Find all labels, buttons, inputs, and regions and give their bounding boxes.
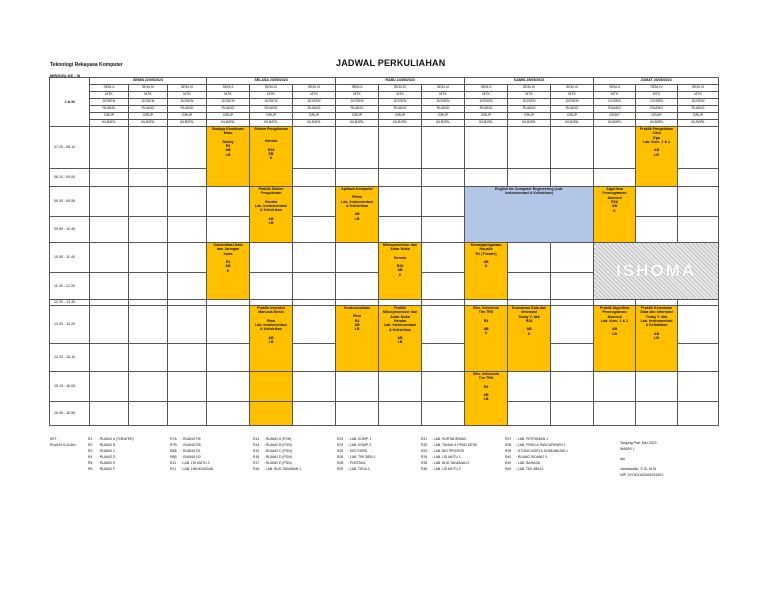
row-label-cell: RUANG (551, 106, 594, 113)
course-cell (379, 243, 422, 300)
row-label-cell: RUANG (129, 106, 168, 113)
row-label-cell: DOSEN (379, 99, 422, 106)
course-line: Hendra (264, 199, 278, 204)
course-line: English for Computer Engineering (Lab. (495, 187, 564, 191)
row-label-cell: II/LB/IRL (207, 120, 250, 127)
course-line: Praktik Sistem (258, 187, 284, 191)
course-line: Hendra (393, 255, 407, 260)
row-label-cell: II/LB/IRL (508, 120, 551, 127)
course-line: AB (268, 216, 274, 221)
course-cell (465, 372, 508, 426)
time-slot: 10.50 - 11.40 (50, 243, 90, 273)
course-cell (250, 306, 293, 372)
course-line: AB (225, 148, 231, 153)
course-line: AB (397, 335, 403, 340)
legend-col5: R31 : LAB. SURTADESAIN R32 : LAB. TANAH & PENG.DESK R33 : LAB. BIO PROSESI R34 : LAB. LSI MUTU 1 R35 : LAB. BUD.TANAMAN 2 R36 : LAB. LSI MUTU 2 (421, 437, 478, 472)
course-line: Nurjalis (479, 247, 493, 252)
signature-role: WADIR I, (620, 447, 635, 451)
course-line: Komunikasi Data (213, 243, 243, 247)
course-line: Tim TRK (478, 310, 494, 315)
row-label-cell: RUANG (465, 106, 508, 113)
course-line: AB (397, 268, 403, 273)
row-label-cell: MTK (594, 92, 636, 99)
course-line: Mikroprosessor dan (382, 310, 418, 315)
course-line: Praktik Algoritma (599, 306, 630, 310)
course-cell (250, 187, 293, 243)
legend-col6: R37 : LAB. PERTANIAN 1 R38 : LAB. PENG.& PASCAPANEN 1 R39 : STUDIO AGRI & KOMUNIKASI 1 R40 : RUANG SIDANG 3 R49 : LAB. BAHASA R45 : LAB. TEK.BEN.2 (505, 437, 568, 472)
course-line: AB (483, 259, 489, 264)
course-line: K (226, 268, 230, 273)
course-cell (636, 306, 678, 372)
row-label-dosen (50, 99, 719, 106)
time-slot: 16.05 - 16.55 (50, 402, 90, 426)
row-label-cell: II/LB/IRL (678, 120, 719, 127)
semester-header: SEM-VI (422, 85, 465, 92)
course-line: Mutu (223, 131, 233, 136)
row-label-cell: DOSEN (636, 99, 678, 106)
course-line: AB (526, 327, 532, 332)
ishoma-break: ISHOMA (594, 243, 719, 300)
course-line: R28 (525, 318, 533, 323)
row-label-cell: RUANG (594, 106, 636, 113)
course-line: R6 (225, 143, 231, 148)
row-label-cell: MTK (168, 92, 207, 99)
course-line: R4 (354, 318, 360, 323)
course-line: Bhs. Indonesia (473, 372, 499, 376)
semester-header: SEM-VI (293, 85, 336, 92)
row-label-cell: GRUP (207, 113, 250, 120)
course-line: dan Jaringan (216, 247, 240, 252)
signature-ttd: dto (620, 457, 625, 461)
row-label-cell: GRUP (636, 113, 678, 120)
semester-header: SEM-II (90, 85, 129, 92)
course-line: LB (225, 152, 231, 157)
course-cell (379, 306, 422, 372)
course-line: Pemrograman (602, 191, 627, 196)
row-label-cell: DOSEN (250, 99, 293, 106)
row-label-code (50, 120, 719, 127)
course-line: AB (483, 392, 489, 397)
course-line: K (484, 331, 488, 336)
schedule-table (49, 77, 719, 426)
course-cell (250, 127, 293, 187)
row-label-cell: II/LB/IRL (250, 120, 293, 127)
course-cell (465, 187, 594, 243)
semester-header: SEM-IV (250, 85, 293, 92)
course-cell (594, 187, 636, 243)
row-label-cell: DOSEN (90, 99, 129, 106)
course-line: Pemrograman (602, 310, 627, 315)
row-label-cell: MTK (336, 92, 379, 99)
row-label-cell: II/LB/IRL (293, 120, 336, 127)
time-slot: 13.30 - 14.20 (50, 306, 90, 344)
row-label-cell: RUANG (636, 106, 678, 113)
row-label-cell: MTK (422, 92, 465, 99)
course-line: Budaya Kemitraan (212, 127, 244, 131)
course-line: & Kelistrikan (260, 208, 283, 213)
row-label-cell: II/LB/IRL (465, 120, 508, 127)
course-line: Praktik Pengolahan (639, 127, 674, 131)
course-line: Hendra (393, 318, 407, 323)
row-label-cell: DOSEN (422, 99, 465, 106)
course-line: AB (611, 204, 618, 209)
course-line: LB (483, 397, 489, 402)
signature-place-date: Tanjung Pati, Mei 2023 (620, 441, 657, 445)
row-label-cell: RUANG (90, 106, 129, 113)
course-line: AB (611, 327, 618, 332)
row-label-cell: II/LB/IRL (551, 120, 594, 127)
row-label-cell: MTK (90, 92, 129, 99)
row-label-cell: GRUP (422, 113, 465, 120)
row-label-cell: MTK (379, 92, 422, 99)
row-label-cell: GRUP (90, 113, 129, 120)
course-line: R28 (396, 263, 404, 268)
row-label-cell: DOSEN (168, 99, 207, 106)
row-label-ruang (50, 106, 719, 113)
course-line: AB (354, 212, 360, 217)
row-label-cell: RUANG (508, 106, 551, 113)
course-cell (465, 306, 508, 372)
course-line: & Kelistrikan (645, 323, 668, 328)
row-label-cell: MTK (293, 92, 336, 99)
course-line: Teddy Y. dkk (645, 314, 668, 319)
course-cell (207, 127, 250, 187)
course-line: Lab. Instrumentasi (640, 318, 673, 323)
course-line: Antar Muka (390, 314, 410, 319)
course-line: LB (354, 327, 360, 332)
course-line: Lab. Kom. 1 & 2 (643, 139, 671, 144)
course-line: LB (612, 331, 617, 336)
row-label-cell: II/LB/IRL (129, 120, 168, 127)
row-label-cell: MTK (678, 92, 719, 99)
course-line: Manusia Mesin (258, 310, 284, 315)
time-slot: 15.15 - 16.05 (50, 372, 90, 402)
semester-header: SEM-IV (508, 85, 551, 92)
semester-header: SEM-II (336, 85, 379, 92)
course-line: Teddy Y. dkk (518, 314, 540, 319)
semester-header: SEM-VI (678, 85, 719, 92)
row-label-cell: DOSEN (336, 99, 379, 106)
course-line: Praktik Interaksi (257, 306, 285, 310)
course-line: R4 (483, 318, 489, 323)
row-label-cell: MTK (207, 92, 250, 99)
semester-header: SEM-II (207, 85, 250, 92)
course-line: Robby (222, 139, 234, 144)
row-label-cell: GRUP (293, 113, 336, 120)
row-label-cell: MTK (508, 92, 551, 99)
course-line: LB (268, 339, 274, 344)
course-line: Keamanan Data dan (511, 306, 547, 310)
row-label-cell: DOSEN (678, 99, 719, 106)
row-label-mtk (50, 92, 719, 99)
course-cell (508, 306, 551, 372)
legend-col3: R13 : RUANG A (PGN) R14 : RUANG B (PGN) R15 : RUANG C (PGN) R16 : RUANG D (PGN) R17 : RUANG E (PGN) R18 : LAB. BUS TANAMAN 1 (253, 437, 302, 472)
time-slot: 08.10 - 09.00 (50, 169, 90, 187)
row-label-cell: MTK (636, 92, 678, 99)
course-cell (636, 127, 678, 187)
row-label-cell: II/LB/IRL (90, 120, 129, 127)
row-label-cell: DOSEN (129, 99, 168, 106)
course-line: R4 (483, 384, 489, 389)
course-cell (336, 187, 379, 243)
course-line: Hendra (264, 139, 278, 144)
course-line: R4 (225, 259, 231, 264)
course-line: Lab. Instrumentasi (255, 322, 287, 327)
course-line: LB (354, 216, 360, 221)
course-line: Rino (353, 314, 362, 319)
course-line: K (398, 272, 402, 277)
time-slot: 09.55 - 10.45 (50, 217, 90, 243)
department-label: Teknologi Rekayasa Komputer (50, 62, 123, 68)
row-label-cell: DOSEN (594, 99, 636, 106)
row-label-cell: II/LB/IRL (636, 120, 678, 127)
course-line: Pengukuran (260, 191, 282, 196)
row-label-cell: RUANG (168, 106, 207, 113)
row-label-cell: DOSEN (508, 99, 551, 106)
time-slot: 09.05 - 09.55 (50, 187, 90, 217)
course-line: LB (654, 152, 659, 157)
course-line: EB (268, 151, 274, 156)
time-slot: 12.30 - 13.30 (50, 300, 90, 306)
row-label-cell: RUANG (422, 106, 465, 113)
row-label-cell: DOSEN (551, 99, 594, 106)
semester-header: SEM-VI (551, 85, 594, 92)
row-label-cell: MTK (129, 92, 168, 99)
legend-col1: R1 : RUANG A (THEATER) R2 : RUANG B R3 : RUANG C R4 : RUANG D R5 : RUANG E R6 : RUANG F (88, 437, 134, 472)
course-line: AB (354, 322, 360, 327)
day-header-fri: JUMAT 26/05/2023 (594, 78, 719, 85)
time-slot: 07.20 - 08.10 (50, 127, 90, 169)
course-line: Algoritma (606, 187, 623, 191)
semester-header: SEM-IV (379, 85, 422, 92)
row-label-cell: DOSEN (207, 99, 250, 106)
course-line: AB (653, 331, 660, 336)
semester-header: SEM-VI (168, 85, 207, 92)
row-label-cell: MTK (250, 92, 293, 99)
day-header-tue: SELASA 23/05/2023 (207, 78, 336, 85)
course-line: Indra (223, 251, 233, 256)
course-line: AB (653, 148, 660, 153)
course-cell (465, 243, 508, 300)
course-line: Instrumentasi & Kelistrikan) (505, 191, 553, 196)
day-header-thu: KAMIS 25/05/2023 (465, 78, 594, 85)
course-line: Sistem Pengukuran (254, 127, 288, 131)
page-title: JADWAL PERKULIAHAN (336, 58, 446, 68)
course-line: Lab. Instrumentasi (341, 199, 374, 204)
signature-block (620, 440, 663, 479)
semester-header: SEM-II (465, 85, 508, 92)
row-label-cell: MTK (465, 92, 508, 99)
legend-col4: R23 : LAB. KOMP. 1 R24 : LAB. KOMP. 2 R25 : EKS FARSI R26 : LAB. TEK.BEN.1 R28 : PUSTAKA R29 : LAB. TEDA 1 (337, 437, 376, 472)
row-label-cell: II/LB/IRL (594, 120, 636, 127)
semester-row (50, 85, 719, 92)
course-line: Antar Muka (390, 247, 410, 252)
course-cell (594, 306, 636, 372)
row-label-cell: DOSEN (465, 99, 508, 106)
course-line: Lab. Kom. 1 & 2 (601, 318, 629, 323)
row-label-grup (50, 113, 719, 120)
row-label-cell: GRUP (678, 113, 719, 120)
row-label-cell: II/LB/IRL (379, 120, 422, 127)
row-label-cell: RUANG (336, 106, 379, 113)
row-label-cell: MTK (551, 92, 594, 99)
day-header-wed: RABU 24/05/2023 (336, 78, 465, 85)
week-label: MINGGU KE : III (50, 73, 80, 78)
course-line: Kewirausahaan (343, 306, 371, 310)
legend-col2: R7A : RUANG R5 R7B : RUANG R6 R8A : RUANG R1 R8B : RUANG R2 R11 : LAB. LSI MUTU 3 R11 : LAB. LINGKUNGAN (170, 437, 214, 472)
course-line: AB (225, 264, 231, 269)
course-line: R28 (267, 147, 275, 152)
row-label-cell: II/LB/IRL (168, 120, 207, 127)
day-header-mon: SENIN 22/05/2023 (90, 78, 207, 85)
course-line: & Kelistrikan (346, 203, 369, 208)
course-cell (207, 243, 250, 300)
course-line: R28 (611, 199, 618, 204)
course-line: AB (483, 326, 489, 331)
course-line: LB (654, 335, 659, 340)
course-line: Lab. Instrumentasi (255, 203, 287, 208)
course-line: K (613, 208, 616, 213)
semester-header: SEM-IV (129, 85, 168, 92)
course-line: Praktik (394, 306, 407, 310)
course-line: Citra (652, 131, 661, 136)
row-label-cell: RUANG (678, 106, 719, 113)
row-label-cell: GRUP (168, 113, 207, 120)
course-line: Praktik Keamanan (641, 306, 673, 310)
course-line: Data dan Informasi (640, 310, 673, 315)
course-line: Aplikasi Komputer (341, 187, 373, 191)
row-label-cell: GRUP (129, 113, 168, 120)
course-line: Fithra (352, 195, 363, 200)
jam-header: J A M (50, 78, 90, 127)
course-line: & Kelistrikan (260, 327, 283, 332)
course-line: Mikroprosessor dan (382, 243, 418, 247)
row-label-cell: GRUP (508, 113, 551, 120)
row-label-cell: RUANG (379, 106, 422, 113)
signature-name: Jamaluddin, S.Si, M.Si (620, 467, 657, 471)
course-cell (336, 306, 379, 372)
row-label-cell: GRUP (250, 113, 293, 120)
row-label-cell: GRUP (594, 113, 636, 120)
course-line: LB (268, 220, 274, 225)
course-line: & Kelistrikan (389, 327, 412, 332)
course-line: K (527, 331, 531, 336)
row-label-cell: GRUP (379, 113, 422, 120)
course-line: Bhs. Indonesia (473, 306, 499, 310)
row-label-cell: DOSEN (293, 99, 336, 106)
course-line: LB (397, 340, 403, 345)
course-line: Tim TRK (478, 376, 494, 381)
course-line: Ainnisul (607, 195, 622, 200)
course-line: AB (268, 335, 274, 340)
course-line: Kewarganegaraan (470, 243, 502, 247)
time-slot: 11.40 - 12.30 (50, 273, 90, 300)
row-label-cell: RUANG (293, 106, 336, 113)
row-label-cell: GRUP (465, 113, 508, 120)
course-line: Rino (267, 318, 276, 323)
course-line: Ainnisul (607, 314, 622, 319)
course-line: R1 (Theater) (475, 251, 497, 256)
semester-header: SEM-II (594, 85, 636, 92)
row-label-cell: II/LB/IRL (422, 120, 465, 127)
row-label-cell: RUANG (207, 106, 250, 113)
course-line: K (269, 156, 273, 161)
course-line: Informasi (520, 310, 538, 315)
signature-nip: NIP. 197301162000031001 (620, 473, 664, 477)
course-line: K (484, 264, 488, 269)
row-label-cell: GRUP (551, 113, 594, 120)
semester-header: SEM-IV (636, 85, 678, 92)
course-line: Lab. Instrumentasi (384, 323, 417, 328)
row-label-cell: GRUP (336, 113, 379, 120)
row-label-cell: II/LB/IRL (336, 120, 379, 127)
row-label-cell: RUANG (250, 106, 293, 113)
time-slot: 14.20 - 15.10 (50, 344, 90, 372)
course-line: Ega (653, 135, 660, 140)
legend-ket: KET : RUANG KULIAH : (50, 437, 78, 448)
